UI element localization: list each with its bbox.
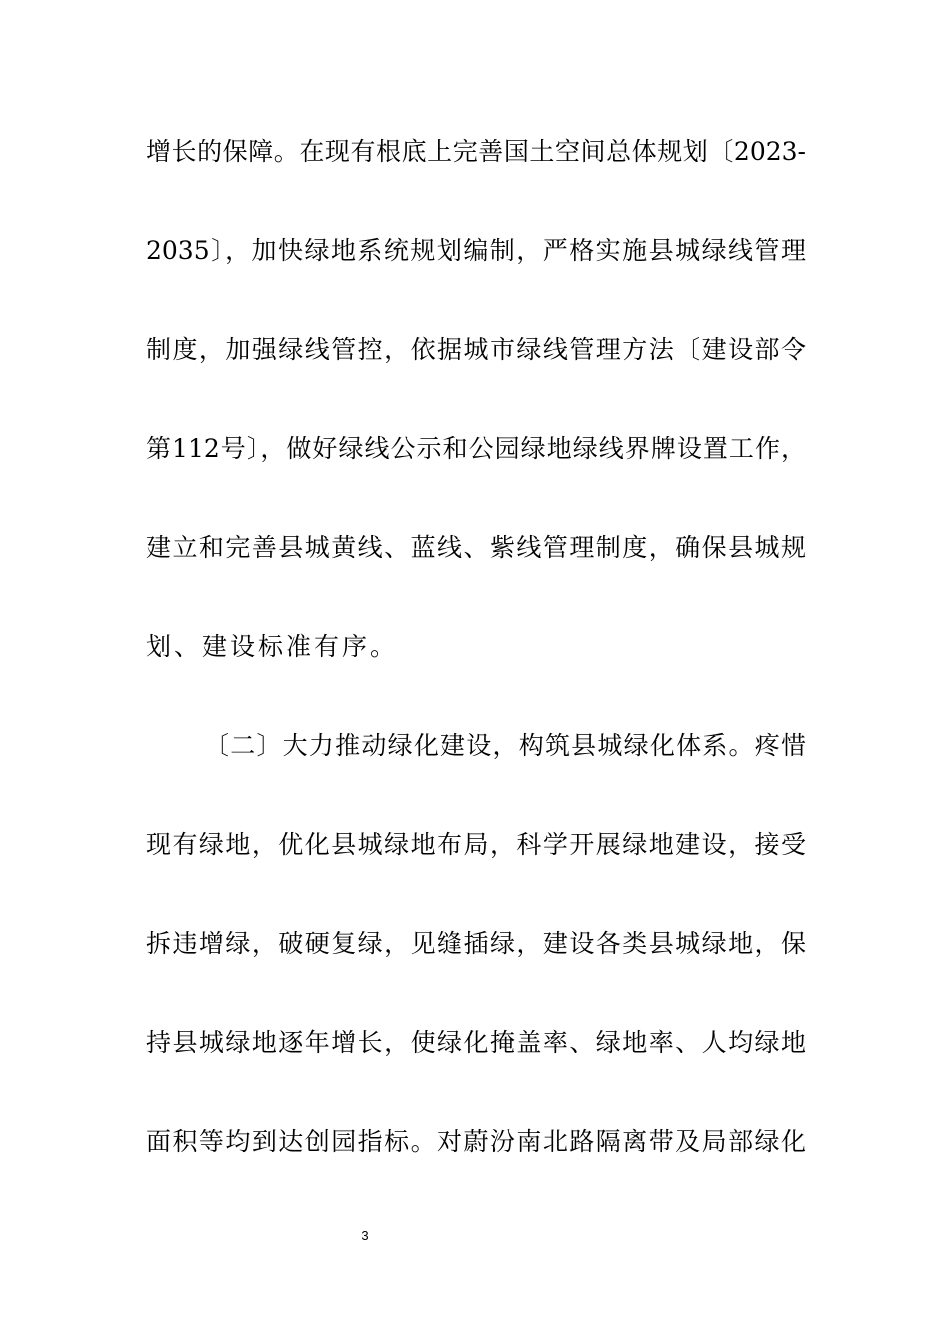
text-line: 2035〕，加快绿地系统规划编制，严格实施县城绿线管理 [146,236,806,265]
text-line-paragraph-end: 划、建设标准有序。 [146,632,399,661]
text-line: 第112号〕，做好绿线公示和公园绿地绿线界牌设置工作， [146,434,806,463]
text-line: 现有绿地，优化县城绿地布局，科学开展绿地建设，接受 [146,830,806,859]
page-number: 3 [361,1228,369,1243]
text-line: 面积等均到达创园指标。对蔚汾南北路隔离带及局部绿化 [146,1127,806,1156]
body-text [146,124,806,1213]
text-line: 拆违增绿，破硬复绿，见缝插绿，建设各类县城绿地，保 [146,929,806,958]
text-line: 增长的保障。在现有根底上完善国土空间总体规划〔2023- [146,137,806,166]
text-line: 建立和完善县城黄线、蓝线、紫线管理制度，确保县城规 [146,533,806,562]
section-heading-line: 〔二〕大力推动绿化建设，构筑县城绿化体系。疼惜 [204,731,806,760]
text-line: 制度，加强绿线管控，依据城市绿线管理方法〔建设部令 [146,335,806,364]
text-line: 持县城绿地逐年增长，使绿化掩盖率、绿地率、人均绿地 [146,1028,806,1057]
